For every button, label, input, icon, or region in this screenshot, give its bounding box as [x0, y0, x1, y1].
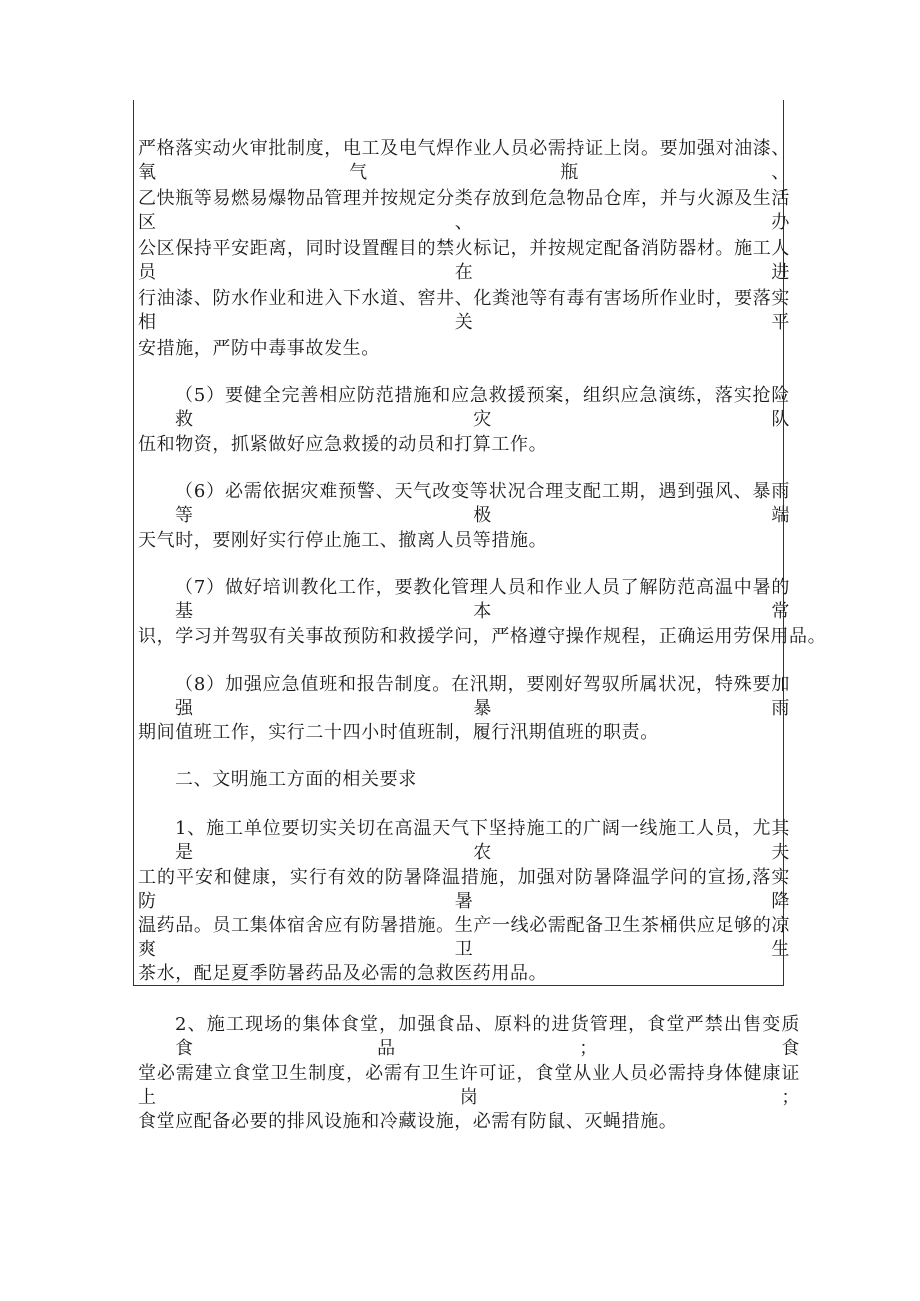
- paragraph-line: 行油漆、防水作业和进入下水道、窖井、化粪池等有毒有害场所作业时，要落实相关平: [138, 288, 790, 333]
- list-item-8: （8）加强应急值班和报告制度。在汛期，要刚好驾驭所属状况，特殊要加强暴雨: [175, 674, 790, 719]
- list-item-1: 1、施工单位要切实关切在高温天气下坚持施工的广阔一线施工人员，尤其是农夫: [175, 818, 790, 863]
- list-item-2: 2、施工现场的集体食堂，加强食品、原料的进货管理，食堂严禁出售变质食品；食: [175, 1014, 800, 1059]
- paragraph-line: 温药品。员工集体宿舍应有防暑措施。生产一线必需配备卫生茶桶供应足够的凉爽卫生: [138, 915, 790, 960]
- paragraph-line: 严格落实动火审批制度，电工及电气焊作业人员必需持证上岗。要加强对油漆、氧气瓶、: [138, 138, 790, 183]
- paragraph-line: 堂必需建立食堂卫生制度，必需有卫生许可证，食堂从业人员必需持身体健康证上岗；: [138, 1063, 800, 1108]
- paragraph-line: 伍和物资，抓紧做好应急救援的动员和打算工作。: [138, 434, 548, 455]
- paragraph-line: 期间值班工作，实行二十四小时值班制，履行汛期值班的职责。: [138, 722, 659, 743]
- paragraph-line: 识，学习并驾驭有关事故预防和救援学问，严格遵守操作规程，正确运用劳保用品。: [138, 626, 827, 647]
- paragraph-line: 茶水，配足夏季防暑药品及必需的急救医药用品。: [138, 963, 548, 984]
- paragraph-line: 乙快瓶等易燃易爆物品管理并按规定分类存放到危急物品仓库，并与火源及生活区、办: [138, 188, 790, 233]
- list-item-7: （7）做好培训教化工作，要教化管理人员和作业人员了解防范高温中暑的基本常: [175, 577, 790, 622]
- paragraph-line: 公区保持平安距离，同时设置醒目的禁火标记，并按规定配备消防器材。施工人员在进: [138, 238, 790, 283]
- section-heading: 二、文明施工方面的相关要求: [175, 769, 417, 790]
- paragraph-line: 工的平安和健康，实行有效的防暑降温措施，加强对防暑降温学问的宣扬,落实防暑降: [138, 867, 790, 912]
- paragraph-line: 食堂应配备必要的排风设施和冷藏设施，必需有防鼠、灭蝇措施。: [138, 1111, 678, 1132]
- paragraph-line: 天气时，要刚好实行停止施工、撤离人员等措施。: [138, 530, 548, 551]
- list-item-5: （5）要健全完善相应防范措施和应急救援预案，组织应急演练，落实抢险救灾队: [175, 385, 790, 430]
- paragraph-line: 安措施，严防中毒事故发生。: [138, 338, 380, 359]
- list-item-6: （6）必需依据灾难预警、天气改变等状况合理支配工期，遇到强风、暴雨等极端: [175, 481, 790, 526]
